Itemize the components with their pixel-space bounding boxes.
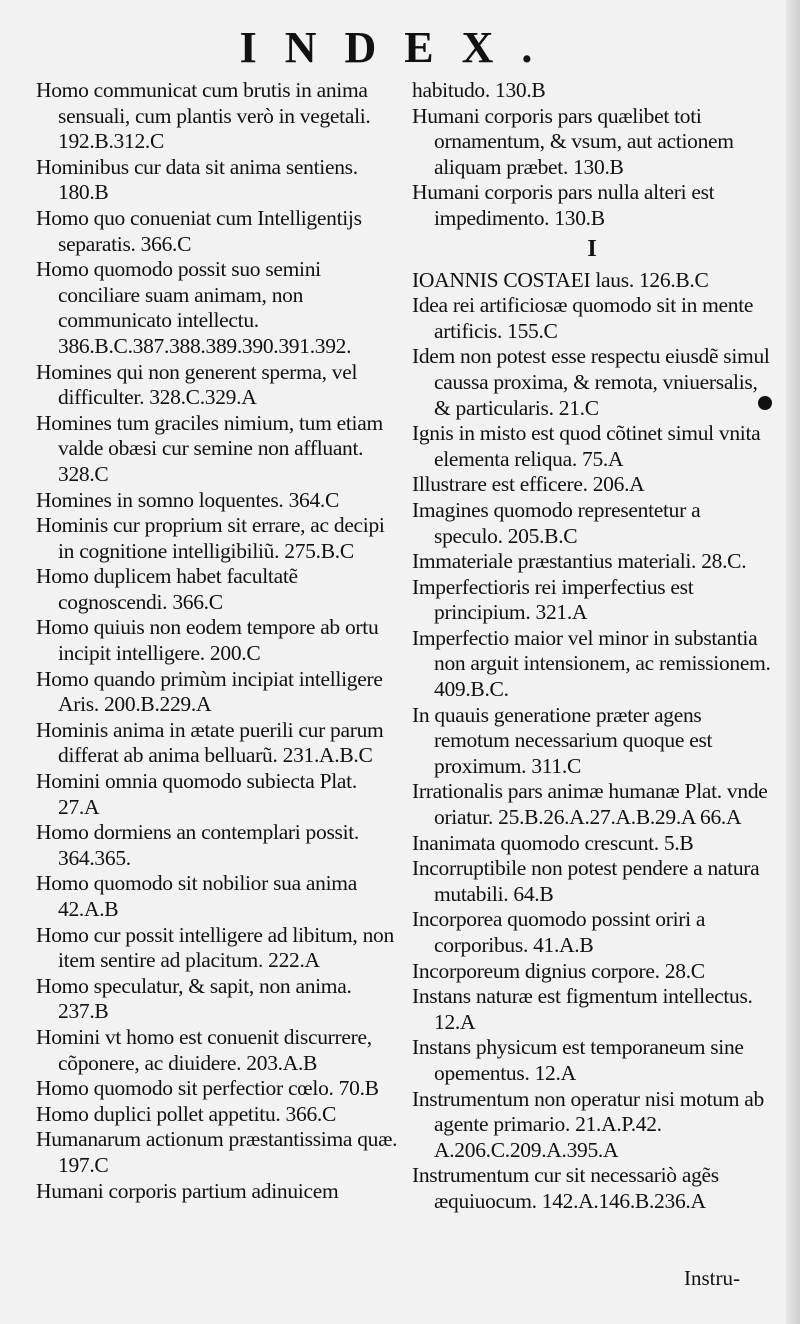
index-entry: Incorruptibile non potest pendere a natura mutabili. 64.B	[412, 856, 760, 906]
index-entry: In quauis generatione præter agens remotum necessarium quoque est proximum. 311.C	[412, 702, 713, 778]
ink-blot	[758, 396, 772, 410]
index-entry: Homo cur possit intelligere ad libitum, non item sentire ad placitum. 222.A	[36, 922, 394, 973]
index-entry: Homo quomodo sit nobilior sua anima 42.A.B	[36, 871, 357, 921]
index-entry: Humani corporis pars quælibet toti ornamentum, & vsum, aut actionem aliquam præbet. 130.B	[412, 103, 734, 179]
index-entry: habitudo. 130.B	[412, 78, 546, 102]
index-entry: Immateriale præstantius materiali. 28.C.	[412, 549, 747, 574]
index-entry: Hominis anima in ætate puerili cur parum differat ab anima belluarũ. 231.A.B.C	[36, 717, 384, 768]
left-column	[36, 78, 398, 1204]
index-entry: Inanimata quomodo crescunt. 5.B	[412, 830, 694, 855]
index-entry: Homo speculatur, & sapit, non anima. 237.B	[36, 973, 352, 1024]
index-entry: Illustrare est efficere. 206.A	[412, 472, 645, 497]
section-letter: I	[587, 235, 597, 262]
index-entry: Imperfectioris rei imperfectius est principium. 321.A	[412, 574, 694, 625]
index-entry: Homines in somno loquentes. 364.C	[36, 487, 340, 512]
index-entry: Homo duplici pollet appetitu. 366.C	[36, 1101, 337, 1126]
index-entry: Incorporea quomodo possint oriri a corporibus. 41.A.B	[412, 907, 706, 957]
index-entry: Homo quiuis non eodem tempore ab ortu incipit intelligere. 200.C	[36, 615, 379, 666]
index-entry: Humani corporis partium adinuicem	[36, 1178, 339, 1203]
index-entry: Hominis cur proprium sit errare, ac decipi in cognitione intelligibiliũ. 275.B.C	[36, 513, 385, 563]
index-entry: Hominibus cur data sit anima sentiens. 180.B	[36, 154, 358, 205]
index-entry: Homo duplicem habet facultatẽ cognoscendi. 366.C	[36, 564, 298, 614]
right-column	[412, 78, 772, 1215]
index-entry: Humani corporis pars nulla alteri est impedimento. 130.B	[412, 180, 715, 230]
index-entry: Humanarum actionum præstantissima quæ. 197.C	[36, 1127, 398, 1177]
index-entry: Homo quomodo sit perfectior cœlo. 70.B	[36, 1076, 379, 1101]
index-entry: Irrationalis pars animæ humanæ Plat. vnde oriatur. 25.B.26.A.27.A.B.29.A 66.A	[412, 779, 768, 830]
index-entry: Ignis in misto est quod cõtinet simul vnita elementa reliqua. 75.A	[412, 421, 761, 471]
index-entry: Instans naturæ est figmentum intellectus. 12.A	[412, 984, 753, 1034]
index-entry: Homini omnia quomodo subiecta Plat. 27.A	[36, 769, 357, 819]
index-entry: Homo quo conueniat cum Intelligentijs separatis. 366.C	[36, 205, 362, 256]
index-entry: Instrumentum cur sit necessariò agẽs æquiuocum. 142.A.146.B.236.A	[412, 1163, 719, 1213]
page-title: INDEX.	[239, 23, 561, 72]
catchword: Instru-	[684, 1266, 740, 1290]
index-entry: Instrumentum non operatur nisi motum ab agente primario. 21.A.P.42. A.206.C.209.A.395.A	[412, 1086, 764, 1162]
index-entry: Incorporeum dignius corpore. 28.C	[412, 958, 705, 983]
index-entry: Homines tum graciles nimium, tum etiam valde obæsi cur semine non affluant. 328.C	[36, 410, 383, 486]
index-entry: Homo quando primùm incipiat intelligere Aris. 200.B.229.A	[36, 666, 383, 717]
index-entry: Imagines quomodo representetur a speculo. 205.B.C	[412, 497, 701, 548]
index-entry: Imperfectio maior vel minor in substantia non arguit intensionem, ac remissionem. 409.B.C.	[412, 625, 771, 702]
index-entry: Idem non potest esse respectu eiusdẽ simul caussa proxima, & remota, vniuersalis, & particularis. 21.C	[412, 344, 770, 420]
index-entry: Instans physicum est temporaneum sine opementus. 12.A	[412, 1035, 744, 1085]
right-column-entries-h	[412, 78, 772, 232]
index-entry: Homo quomodo possit suo semini conciliare suam animam, non communicato intellectu. 386.B.C.387.388.389.390.391.392.	[36, 257, 352, 358]
right-column-entries-i	[412, 268, 772, 1215]
index-entry: Homini vt homo est conuenit discurrere, cõponere, ac diuidere. 203.A.B	[36, 1024, 372, 1075]
index-entry: Homo communicat cum brutis in anima sensuali, cum plantis verò in vegetali. 192.B.312.C	[36, 78, 371, 154]
index-entry: IOANNIS COSTAEI laus. 126.B.C	[412, 267, 709, 292]
index-entry: Homo dormiens an contemplari possit. 364.365.	[36, 820, 359, 870]
index-entry: Homines qui non generent sperma, vel difficulter. 328.C.329.A	[36, 359, 358, 410]
page-edge	[786, 0, 800, 1324]
index-entry: Idea rei artificiosæ quomodo sit in mente artificis. 155.C	[412, 293, 754, 343]
